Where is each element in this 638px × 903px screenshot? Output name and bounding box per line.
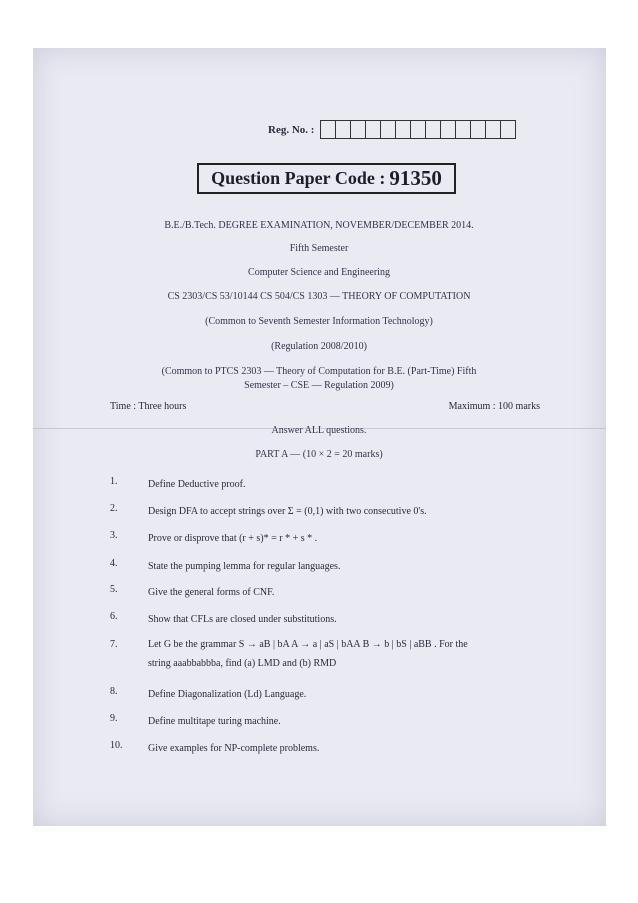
reg-no-box — [471, 120, 486, 139]
common-note: (Common to Seventh Semester Information Technology) — [205, 316, 433, 327]
question-number: 5. — [110, 584, 118, 595]
maximum-marks: Maximum : 100 marks — [448, 401, 540, 412]
reg-no-box — [366, 120, 381, 139]
reg-no-box — [411, 120, 426, 139]
question-text: Design DFA to accept strings over Σ = (0,1) with two consecutive 0's. — [148, 506, 427, 517]
reg-no-box — [321, 120, 336, 139]
question-item — [110, 686, 550, 703]
reg-no-box — [336, 120, 351, 139]
question-text: Show that CFLs are closed under substitutions. — [148, 614, 337, 625]
reg-no-box — [456, 120, 471, 139]
question-item-continuation — [110, 657, 550, 671]
question-item — [110, 584, 550, 601]
question-text: Give examples for NP-complete problems. — [148, 743, 320, 754]
question-number: 4. — [110, 558, 118, 569]
question-text: Define Diagonalization (Ld) Language. — [148, 689, 307, 700]
question-text: Give the general forms of CNF. — [148, 587, 275, 598]
question-number: 7. — [110, 639, 118, 650]
reg-no-boxes — [320, 120, 516, 139]
question-item — [110, 503, 550, 520]
question-text: Let G be the grammar S → aB | bA A → a | aS | bAA B → b | bS | aBB . For the — [148, 639, 468, 650]
exam-title: B.E./B.Tech. DEGREE EXAMINATION, NOVEMBER/DECEMBER 2014. — [164, 220, 474, 231]
department: Computer Science and Engineering — [248, 267, 390, 278]
question-item — [110, 740, 550, 757]
question-number: 10. — [110, 740, 123, 751]
question-number: 1. — [110, 476, 118, 487]
question-number: 6. — [110, 611, 118, 622]
time-allowed: Time : Three hours — [110, 401, 187, 412]
course-code-title: CS 2303/CS 53/10144 CS 504/CS 1303 — THEORY OF COMPUTATION — [167, 291, 471, 302]
reg-no-box — [351, 120, 366, 139]
question-item — [110, 611, 550, 628]
instruction: Answer ALL questions. — [271, 425, 367, 436]
reg-no-label: Reg. No. : — [268, 123, 315, 136]
reg-no-box — [501, 120, 516, 139]
question-number: 9. — [110, 713, 118, 724]
question-text: Define Deductive proof. — [148, 479, 246, 490]
reg-no-box — [381, 120, 396, 139]
reg-no-box — [441, 120, 456, 139]
reg-no-box — [396, 120, 411, 139]
question-item — [110, 638, 550, 652]
question-paper-code-label: Question Paper Code : — [211, 168, 385, 189]
question-number: 8. — [110, 686, 118, 697]
question-item — [110, 476, 550, 493]
question-text: Define multitape turing machine. — [148, 716, 281, 727]
time-marks-row — [110, 401, 540, 412]
semester: Fifth Semester — [289, 243, 349, 254]
part-a-heading: PART A — (10 × 2 = 20 marks) — [255, 449, 383, 460]
question-paper-code-box — [197, 163, 456, 194]
question-item — [110, 713, 550, 730]
question-text: Prove or disprove that (r + s)* = r * + s * . — [148, 533, 318, 544]
question-text: string aaabbabbba, find (a) LMD and (b) RMD — [148, 658, 337, 669]
question-text: State the pumping lemma for regular languages. — [148, 561, 341, 572]
part-time-note-line1: (Common to PTCS 2303 — Theory of Computation for B.E. (Part-Time) Fifth — [161, 366, 477, 377]
question-number: 3. — [110, 530, 118, 541]
question-number: 2. — [110, 503, 118, 514]
reg-no-field — [268, 120, 516, 139]
reg-no-box — [486, 120, 501, 139]
regulation: (Regulation 2008/2010) — [271, 341, 367, 352]
reg-no-box — [426, 120, 441, 139]
part-time-note-line2: Semester – CSE — Regulation 2009) — [244, 380, 394, 391]
question-item — [110, 530, 550, 547]
question-paper-code-value: 91350 — [389, 166, 442, 190]
question-item — [110, 558, 550, 575]
